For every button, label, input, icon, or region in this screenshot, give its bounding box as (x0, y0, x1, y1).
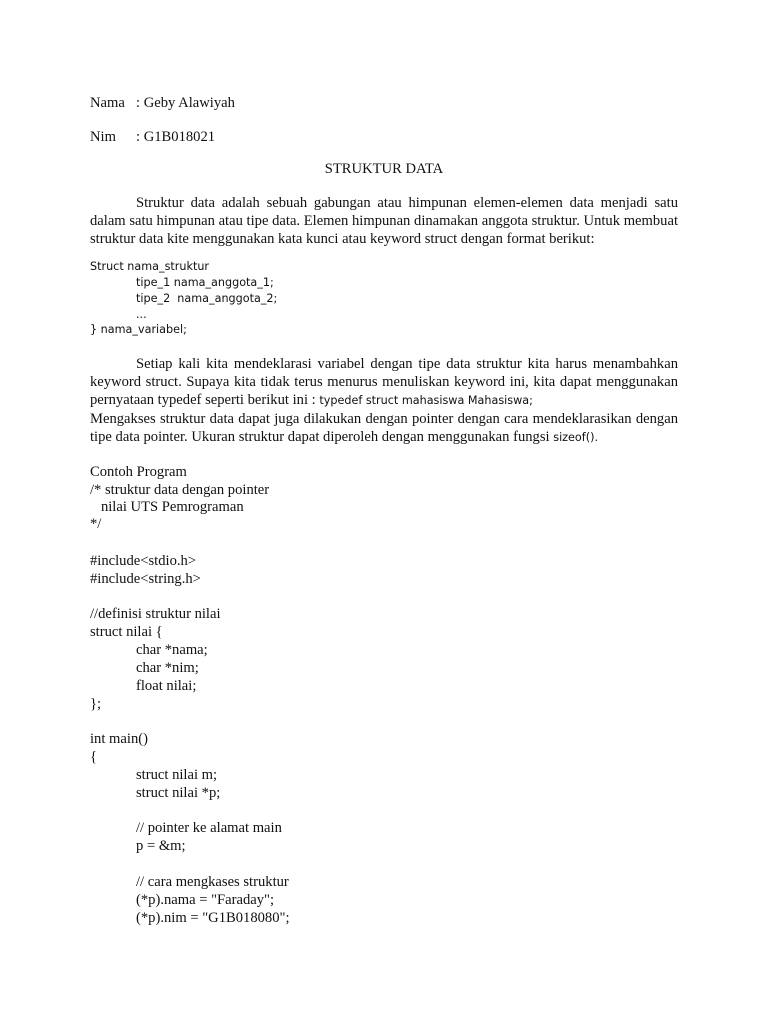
format-code-line: tipe_1 nama_anggota_1; (136, 276, 274, 289)
nim-value: : G1B018021 (136, 129, 216, 145)
code-line: */ (90, 516, 102, 532)
code-line: /* struktur data dengan pointer (90, 482, 270, 498)
paragraph-pointer-text: Mengakses struktur data dapat juga dilakukan dengan pointer dengan cara mendeklarasikan dengan tipe data pointer. Ukuran struktur dapat diperoleh dengan menggunakan fungsi (90, 411, 678, 445)
code-line: (*p).nim = "G1B018080"; (136, 910, 290, 926)
code-line: struct nilai *p; (136, 785, 221, 801)
code-line: int main() (90, 731, 148, 747)
code-line: }; (90, 696, 102, 712)
paragraph-pointer-code: sizeof(). (553, 431, 598, 444)
code-line: nilai UTS Pemrograman (90, 499, 244, 515)
code-line: struct nilai { (90, 624, 163, 640)
code-line: struct nilai m; (136, 767, 218, 783)
paragraph-typedef (90, 355, 678, 410)
format-code-line: tipe_2 nama_anggota_2; (136, 292, 278, 305)
code-line: #include<stdio.h> (90, 553, 197, 569)
code-line: float nilai; (136, 678, 197, 694)
document-title: STRUKTUR DATA (324, 161, 444, 177)
code-line: char *nama; (136, 642, 208, 658)
paragraph-pointer (90, 410, 678, 447)
paragraph-typedef-code: typedef struct mahasiswa Mahasiswa; (319, 394, 533, 407)
nama-label: Nama (90, 95, 125, 111)
code-line: //definisi struktur nilai (90, 606, 221, 622)
code-line: (*p).nama = "Faraday"; (136, 892, 275, 908)
code-line: { (90, 749, 98, 765)
code-line: #include<string.h> (90, 571, 201, 587)
code-line: // cara mengkases struktur (136, 874, 289, 890)
code-line: char *nim; (136, 660, 199, 676)
code-line: // pointer ke alamat main (136, 820, 282, 836)
paragraph-intro: Struktur data adalah sebuah gabungan atau himpunan elemen-elemen data menjadi satu dalam satu himpunan atau tipe data. Elemen himpunan dinamakan anggota struktur. Untuk membuat struktur data kite menggunakan kata kunci atau keyword struct dengan format berikut: (90, 195, 678, 247)
format-code-line: Struct nama_struktur (90, 260, 210, 273)
nama-value: : Geby Alawiyah (136, 95, 235, 111)
code-line: p = &m; (136, 838, 186, 854)
nim-label: Nim (90, 129, 116, 145)
paragraph-typedef-text: Setiap kali kita mendeklarasi variabel dengan tipe data struktur kita harus menambahkan keyword struct. Supaya kita tidak terus menurus menuliskan keyword ini, kita dapat menggunakan pernyataan typedef seperti berikut ini : (90, 356, 678, 408)
format-code-line: ... (136, 308, 147, 321)
format-code-line: } nama_variabel; (90, 323, 187, 336)
program-heading: Contoh Program (90, 464, 187, 480)
